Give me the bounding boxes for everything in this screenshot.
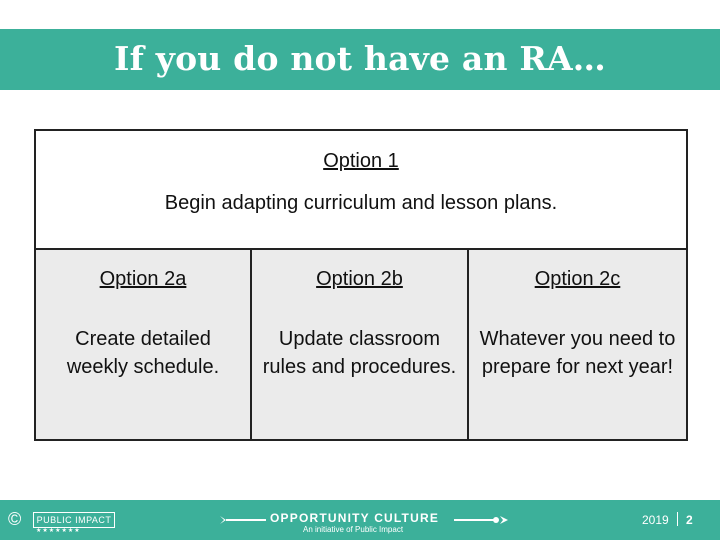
options-table (34, 129, 688, 441)
page-number: 2 (686, 513, 693, 527)
stars-icon: ★★★★★★★ (36, 528, 81, 534)
option-2c-cell (469, 250, 686, 439)
footer-year: 2019 (642, 513, 669, 527)
option-2c-title: Option 2c (534, 268, 621, 290)
opportunity-culture-title: OPPORTUNITY CULTURE (270, 511, 440, 525)
footer-bar (0, 500, 720, 540)
option-2c-description: Whatever you need to prepare for next year! (479, 328, 676, 378)
option-2a-description: Create detailed weekly schedule. (66, 328, 220, 378)
opportunity-culture-subtitle: An initiative of Public Impact (303, 525, 404, 534)
title-bar (0, 29, 720, 90)
public-impact-logo-text: PUBLIC IMPACT (36, 515, 112, 525)
option-1-title: Option 1 (323, 150, 399, 172)
public-impact-logo (33, 512, 115, 528)
option-2b-description: Update classroom rules and procedures. (262, 328, 457, 378)
footer-divider (677, 512, 678, 526)
option-2a-title: Option 2a (99, 268, 187, 290)
option-1-cell (36, 131, 686, 250)
option-2b-cell (252, 250, 469, 439)
option-2b-title: Option 2b (316, 268, 403, 290)
option-1-description: Begin adapting curriculum and lesson plans. (164, 192, 558, 214)
slide-title: If you do not have an RA… (113, 39, 607, 78)
copyright-icon: © (8, 509, 22, 529)
option-2a-cell (36, 250, 252, 439)
